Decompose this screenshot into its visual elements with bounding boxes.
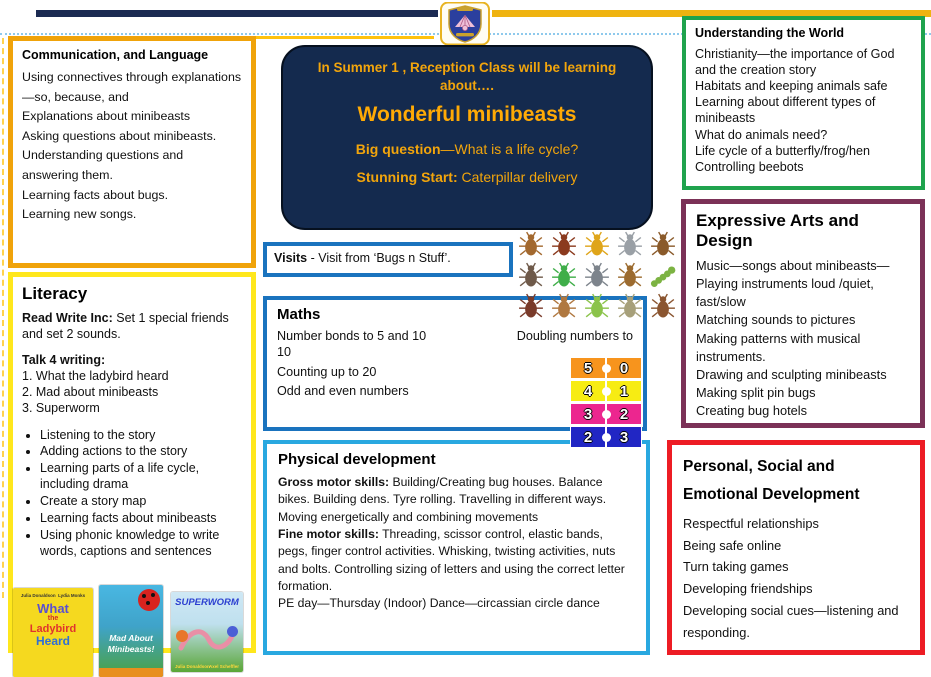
pse-title-line2: Emotional Development	[683, 485, 860, 503]
puzzle-knob	[602, 364, 611, 373]
communication-language-box	[8, 36, 256, 268]
expressive-arts-box	[681, 199, 925, 428]
flower-icon	[227, 626, 238, 637]
grasshopper-icon	[547, 259, 580, 290]
literacy-bullet: • Adding actions to the story	[40, 444, 242, 460]
literacy-bullet: • Learning facts about minibeasts	[40, 511, 242, 527]
t4w-book: 3. Superworm	[22, 400, 100, 415]
tick-icon	[514, 259, 547, 290]
understanding-world-title: Understanding the World	[695, 26, 845, 40]
stunning-start-text: Caterpillar delivery	[457, 169, 578, 186]
book-title: SUPERWORM	[175, 597, 239, 608]
puzzle-number: 2	[570, 426, 606, 448]
gross-motor-text: Building/Creating bug houses. Balance bikes. Building dens. Tyre rolling. Travelling in different ways. Moving energetically and combining movements	[278, 475, 607, 524]
read-write-inc-label: Read Write Inc:	[22, 311, 113, 325]
t4w-book: 1. What the ladybird heard	[22, 368, 169, 383]
literacy-bullet: • Learning parts of a life cycle, including drama	[40, 461, 242, 493]
literacy-bullet-list	[26, 428, 242, 560]
puzzle-row	[570, 357, 644, 379]
visits-box	[263, 242, 513, 277]
pse-item: Turn taking games	[683, 559, 789, 575]
communication-item: Learning facts about bugs.	[22, 187, 169, 202]
puzzle-knob	[602, 433, 611, 442]
stunning-start-line	[301, 169, 633, 185]
read-write-inc-line: Read Write Inc: Set 1 special friends and set 2 sounds.	[22, 311, 229, 342]
puzzle-row	[570, 403, 644, 425]
earwig-icon	[646, 290, 679, 321]
maths-item: Doubling numbers to	[516, 329, 633, 343]
topic-hero-panel	[281, 45, 653, 230]
puzzle-number: 0	[606, 357, 642, 379]
mantis-icon	[580, 290, 613, 321]
puzzle-number: 5	[570, 357, 606, 379]
pe-day-line: PE day—Thursday (Indoor) Dance—circassian circle dance	[278, 596, 600, 611]
maths-item: Odd and even numbers	[277, 384, 409, 399]
expressive-item: Matching sounds to pictures	[696, 312, 856, 328]
book-cover-superworm	[171, 592, 243, 672]
communication-item: Learning new songs.	[22, 207, 137, 222]
ladybird-icon	[138, 589, 160, 611]
flea-icon	[646, 228, 679, 259]
literacy-bullet: • Using phonic knowledge to write words, captions and sentences	[40, 528, 242, 560]
puzzle-knob	[602, 410, 611, 419]
expressive-item: Making split pin bugs	[696, 385, 816, 401]
puzzle-number: 3	[606, 426, 642, 448]
pse-item: Respectful relationships	[683, 515, 819, 531]
communication-item: Using connectives through explanations—so, because, and	[22, 70, 242, 104]
big-question-text: —What is a life cycle?	[440, 141, 579, 158]
understanding-item: Life cycle of a butterfly/frog/hen	[695, 143, 871, 158]
big-question-line	[301, 141, 633, 157]
book-title: Mad About Minibeasts!	[107, 633, 155, 654]
understanding-item: Learning about different types of minibeasts	[695, 95, 876, 126]
fly-icon	[580, 259, 613, 290]
understanding-item: What do animals need?	[695, 127, 828, 142]
left-dashed-guide	[2, 38, 4, 598]
t4w-book: 2. Mad about minibeasts	[22, 384, 159, 399]
literacy-bullet: • Create a story map	[40, 494, 242, 510]
understanding-item: Christianity—the importance of God and the creation story	[695, 47, 895, 78]
puzzle-row	[570, 426, 644, 448]
expressive-item: Making patterns with musical instruments.	[696, 330, 861, 364]
expressive-item: Playing instruments loud /quiet, fast/slow	[696, 276, 874, 310]
expressive-item: Music—songs about minibeasts—	[696, 258, 890, 273]
physical-development-box	[263, 440, 650, 655]
communication-item: Explanations about minibeasts	[22, 109, 191, 124]
literacy-bullet: • Listening to the story	[40, 428, 242, 444]
communication-item: Asking questions about minibeasts.	[22, 128, 217, 143]
pse-title-line1: Personal, Social and	[683, 458, 835, 475]
flower-icon	[176, 630, 188, 642]
understanding-item: Controlling beebots	[695, 159, 804, 174]
visits-label: Visits	[274, 251, 308, 265]
fine-motor-text: Threading, scissor control, elastic bands, pegs, finger control activities. Whisking, twisting activities, nuts and bolts. Controlling sizing of letters and using the correct letter formation.	[278, 526, 625, 593]
expressive-item: Drawing and sculpting minibeasts	[696, 366, 887, 382]
communication-item: Understanding questions and answering them.	[22, 148, 184, 182]
puzzle-knob	[602, 387, 611, 396]
understanding-world-box	[682, 16, 925, 190]
book-author: Axel Scheffler	[208, 664, 239, 669]
top-navy-bar	[36, 10, 438, 17]
school-crest-logo	[437, 2, 493, 45]
insect-clipart-grid	[514, 228, 682, 321]
expressive-item: Creating bug hotels	[696, 403, 807, 419]
bedbug-icon	[514, 228, 547, 259]
stunning-start-label: Stunning Start:	[356, 169, 458, 186]
communication-title: Communication, and Language	[22, 48, 209, 62]
book-title-word: What	[37, 601, 69, 616]
pse-item: Developing social cues—listening and responding.	[683, 602, 899, 640]
visits-text: - Visit from ‘Bugs n Stuff’.	[307, 251, 451, 265]
book-title-word: Heard	[35, 633, 70, 648]
puzzle-number: 3	[570, 403, 606, 425]
maths-item: Counting up to 20	[277, 364, 377, 379]
pse-item: Being safe online	[683, 537, 782, 553]
bee-icon	[580, 228, 613, 259]
understanding-item: Habitats and keeping animals safe	[695, 79, 888, 94]
mosquito-icon	[613, 228, 646, 259]
puzzle-row	[570, 380, 644, 402]
book-cover-strip	[99, 668, 163, 677]
wasp-icon	[613, 290, 646, 321]
book-title-word: Ladybird	[29, 622, 77, 635]
gross-motor-label: Gross motor skills:	[278, 475, 390, 489]
maths-title: Maths	[277, 306, 321, 323]
mite-icon	[514, 290, 547, 321]
book-cover-mad-about-minibeasts	[99, 585, 163, 677]
puzzle-number: 1	[606, 380, 642, 402]
maths-item: Number bonds to 5 and 10	[277, 329, 427, 343]
book-author: Julia Donaldson	[20, 593, 56, 598]
literacy-title: Literacy	[22, 284, 88, 303]
number-bonds-puzzle	[570, 357, 644, 449]
termite-icon	[547, 290, 580, 321]
book-cover-what-the-ladybird-heard	[13, 588, 93, 677]
fine-motor-label: Fine motor skills:	[278, 526, 379, 541]
caterpillar-icon	[646, 259, 679, 290]
book-title-word: the	[47, 615, 59, 622]
hero-intro-text: In Summer 1 , Reception Class will be learning about….	[317, 60, 617, 94]
puzzle-number: 4	[570, 380, 606, 402]
physical-title: Physical development	[278, 451, 436, 468]
pse-development-box	[667, 440, 925, 655]
puzzle-number: 2	[606, 403, 642, 425]
expressive-arts-title: Expressive Arts and Design	[696, 211, 859, 250]
book-author: Lydia Monks	[58, 593, 86, 598]
cockroach-icon	[613, 259, 646, 290]
pse-item: Developing friendships	[683, 581, 813, 597]
big-question-label: Big question	[355, 141, 441, 158]
maths-item: 10	[277, 345, 292, 359]
ant-icon	[547, 228, 580, 259]
book-author: Julia Donaldson	[175, 664, 210, 669]
topic-title: Wonderful minibeasts	[357, 103, 577, 127]
talk4writing-label: Talk 4 writing:	[22, 352, 106, 367]
